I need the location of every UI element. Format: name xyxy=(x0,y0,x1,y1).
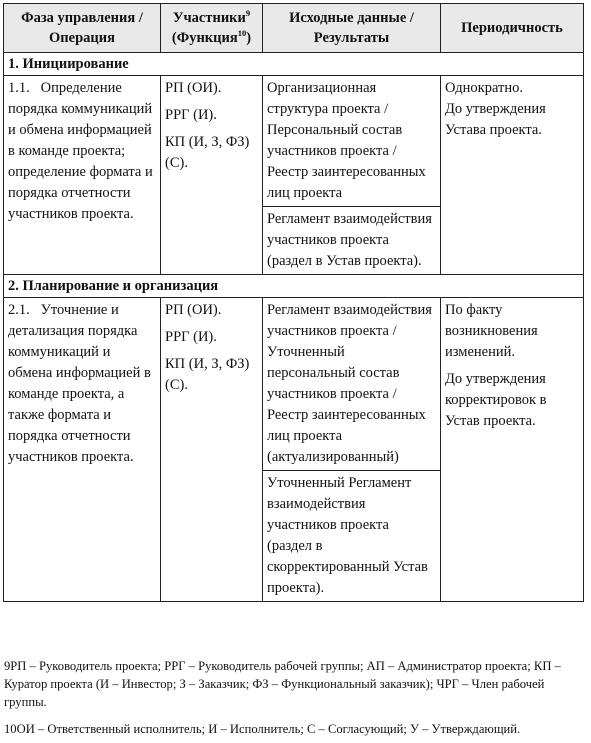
header-row xyxy=(4,4,584,53)
results-cell: Уточненный Регламент взаимодействия участников проекта (раздел в скорректированный Устав проекта). xyxy=(263,471,441,602)
operation-cell: 1.1. Определение порядка коммуникаций и обмена информацией в команде проекта; определение формата и порядка отчетности участников проекта. xyxy=(4,76,161,275)
header-inputs-results: Исходные данные / Результаты xyxy=(263,4,441,53)
periodicity-cell: Однократно. До утверждения Устава проекта. xyxy=(441,76,584,275)
results-cell: Регламент взаимодействия участников проекта (раздел в Устав проекта). xyxy=(263,207,441,275)
table-row xyxy=(4,76,584,207)
header-participants: Участники$^9$ (Функция$^{10}$) xyxy=(161,4,263,53)
header-periodicity: Периодичность xyxy=(441,4,584,53)
inputs-cell: Регламент взаимодействия участников проекта / Уточненный персональный состав участников проекта / Реестр заинтересованных лиц проекта (актуализированный) xyxy=(263,298,441,471)
section-title: 2. Планирование и организация xyxy=(4,275,584,298)
footnote-10: 10ОИ – Ответственный исполнитель; И – Исполнитель; С – Согласующий; У – Утверждающий. xyxy=(4,722,521,736)
participants-cell: РП (ОИ). РРГ (И). КП (И, З, ФЗ) (С). xyxy=(161,76,263,275)
footnote-ref-9: 9 xyxy=(245,8,251,19)
footnote-9: 9РП – Руководитель проекта; РРГ – Руководитель рабочей группы; АП – Администратор проекта; КП – Куратор проекта (И – Инвестор; З – Заказчик; ФЗ – Функциональный заказчик); ЧРГ – Член рабочей группы. xyxy=(4,659,561,709)
header-phase: Фаза управления / Операция xyxy=(4,4,161,53)
section-title: 1. Инициирование xyxy=(4,53,584,76)
periodicity-cell: По факту возникновения изменений. До утверждения корректировок в Устав проекта. xyxy=(441,298,584,602)
section-row xyxy=(4,53,584,76)
table-row xyxy=(4,298,584,471)
inputs-cell: Организационная структура проекта / Персональный состав участников проекта / Реестр заинтересованных лиц проекта xyxy=(263,76,441,207)
participants-cell: РП (ОИ). РРГ (И). КП (И, З, ФЗ) (С). xyxy=(161,298,263,602)
footnote-ref-10: 10 xyxy=(237,28,247,39)
communication-table xyxy=(3,3,584,602)
footnotes xyxy=(4,657,584,738)
operation-cell: 2.1. Уточнение и детализация порядка коммуникаций и обмена информацией в команде проекта, а также формата и порядка отчетности участников проекта. xyxy=(4,298,161,602)
section-row xyxy=(4,275,584,298)
